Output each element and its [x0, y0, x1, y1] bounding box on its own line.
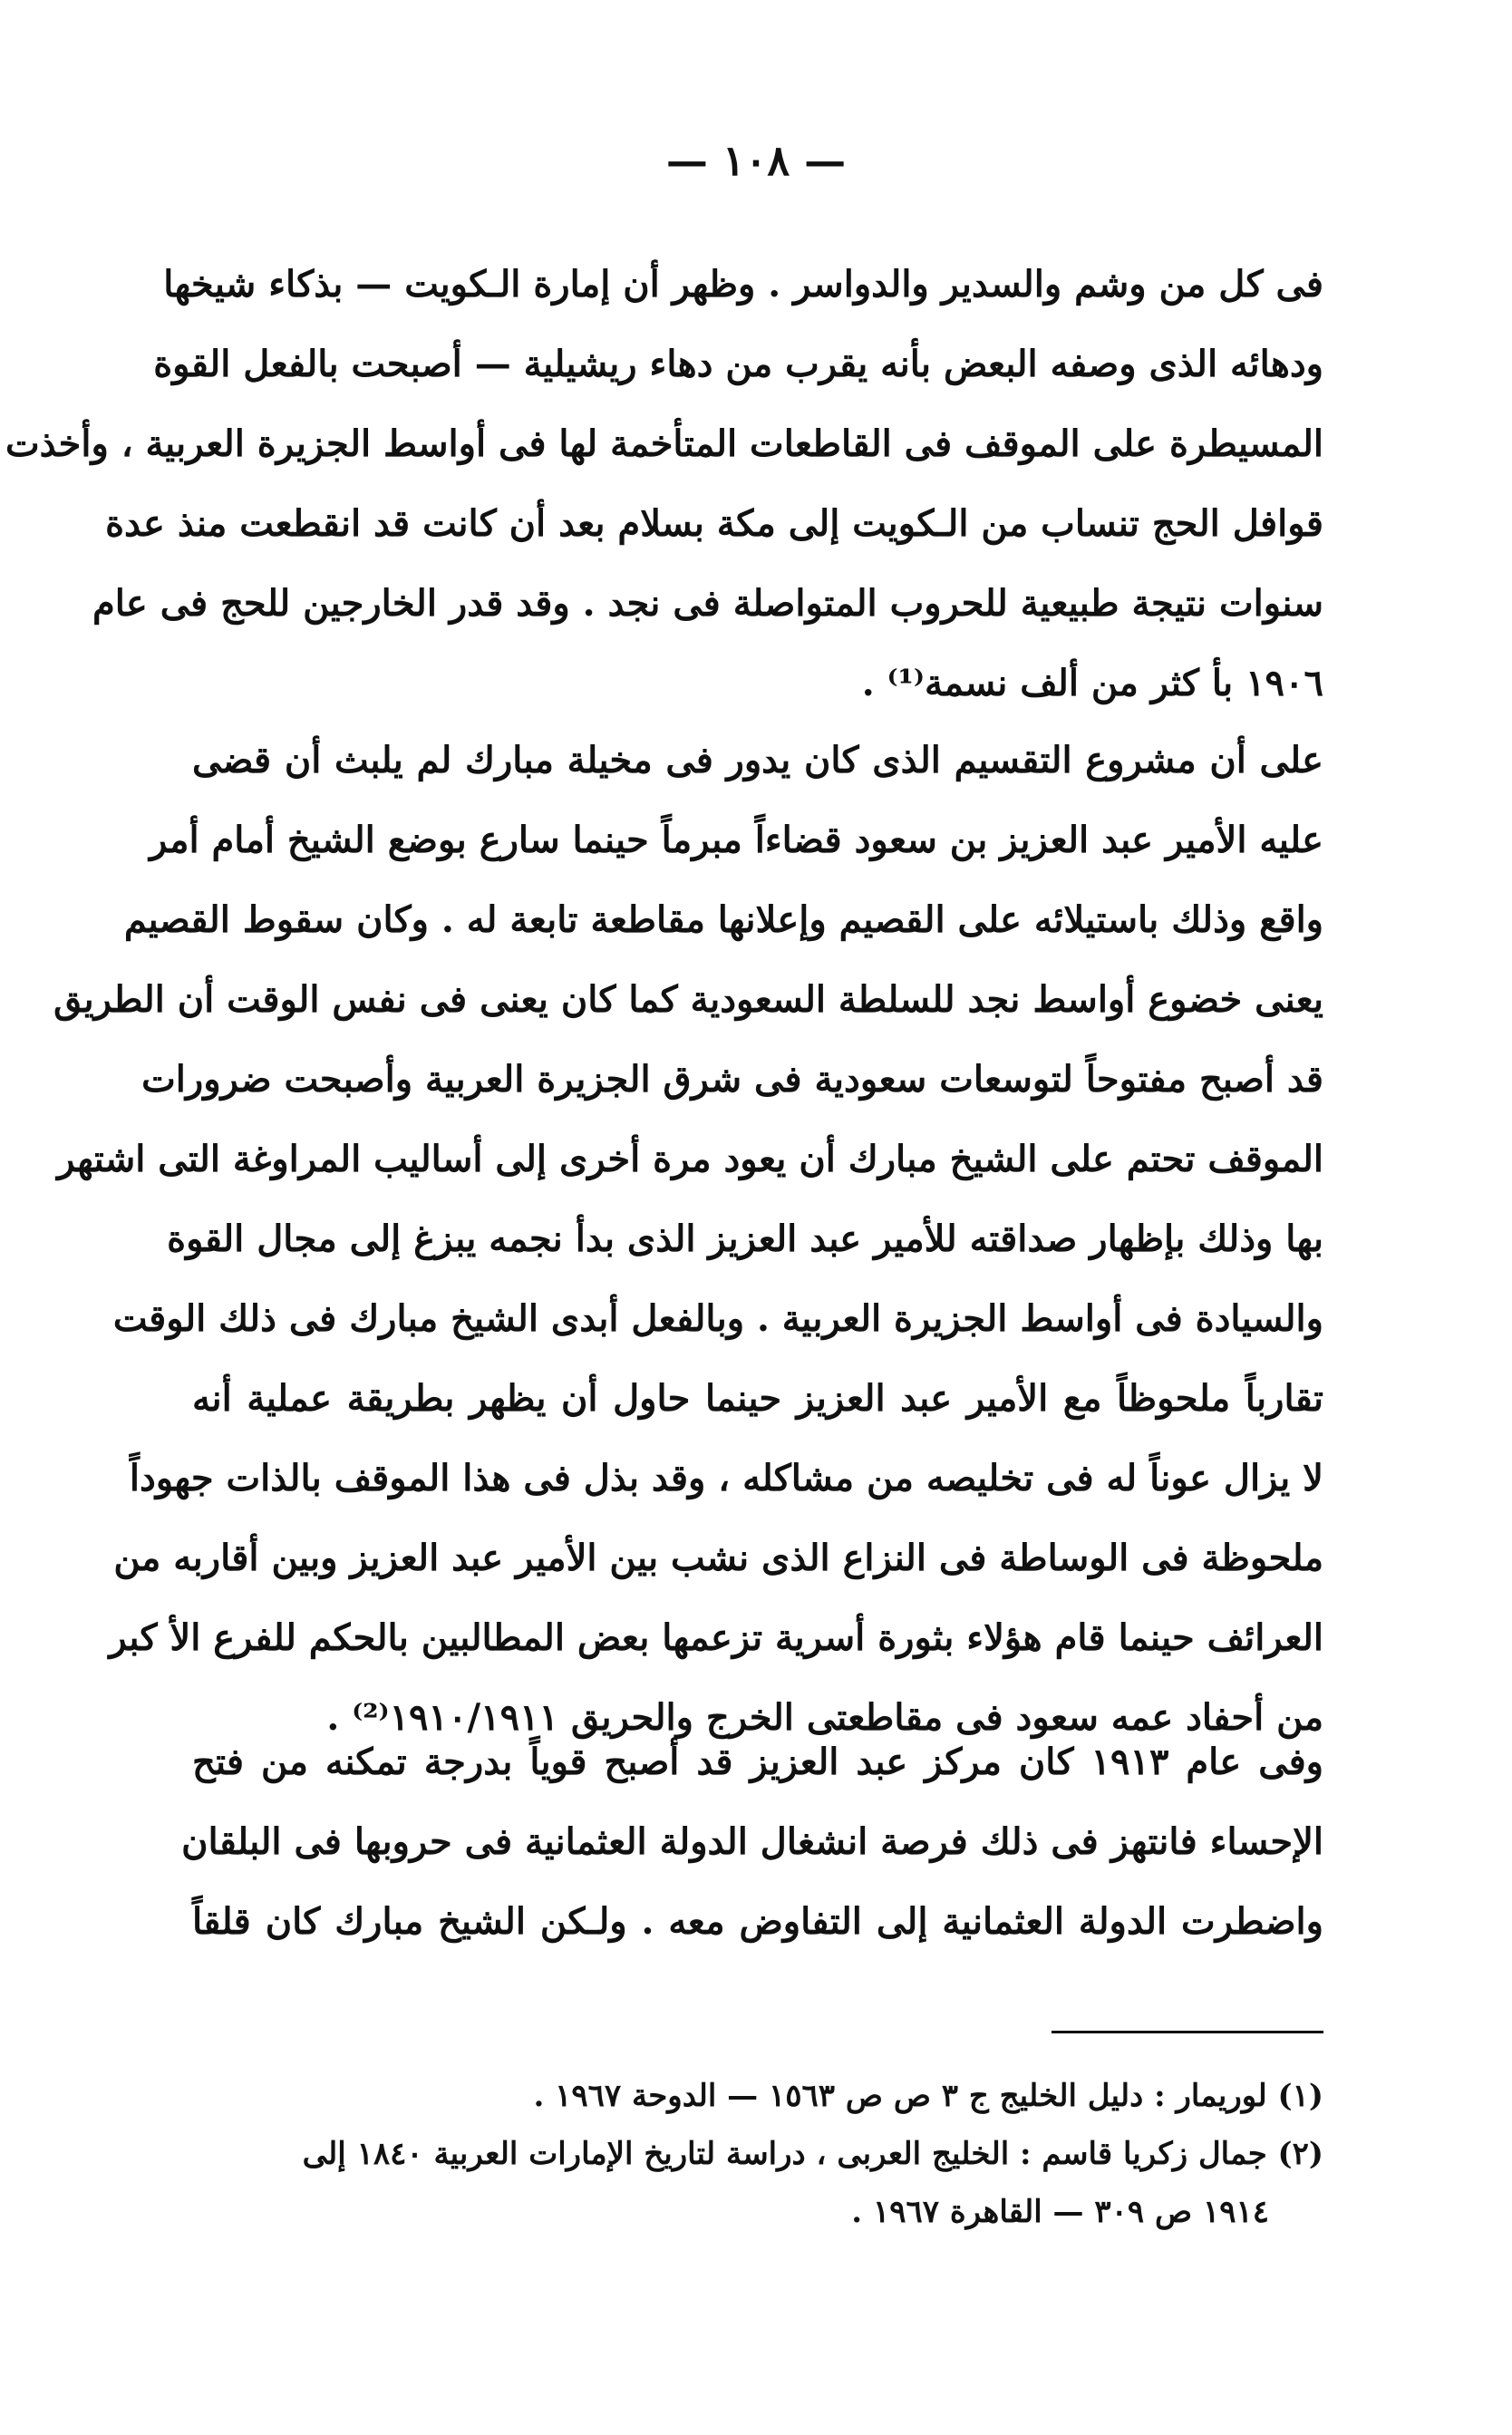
text-line: فى كل من وشم والسدير والدواسر . وظهر أن إمارة الـكويت — بذكاء شيخها [163, 263, 1323, 306]
footnote-1: (١) لوريمار : دليل الخليج ج ٣ ص ص ١٥٦٣ — الدوحة ١٩٦٧ . [533, 2078, 1323, 2114]
text-line: واضطرت الدولة العثمانية إلى التفاوض معه . ولـكن الشيخ مبارك كان قلقاً [192, 1900, 1323, 1943]
text-line: بها وذلك بإظهار صداقته للأمير عبد العزيز الذى بدأ نجمه يبزغ إلى مجال القوة [167, 1218, 1323, 1260]
footnote-2: (٢) جمال زكريا قاسم : الخليج العربى ، دراسة لتاريخ الإمارات العربية ١٨٤٠ إلى [302, 2136, 1323, 2172]
footnote-2-continuation: ١٩١٤ ص ٣٠٩ — القاهرة ١٩٦٧ . [851, 2194, 1269, 2230]
text-line: الموقف تحتم على الشيخ مبارك أن يعود مرة أخرى إلى أساليب المراوغة التى اشتهر [57, 1138, 1323, 1180]
text-line: تقارباً ملحوظاً مع الأمير عبد العزيز حينما حاول أن يظهر بطريقة عملية أنه [192, 1377, 1323, 1420]
text-line: سنوات نتيجة طبيعية للحروب المتواصلة فى نجد . وقد قدر الخارجين للحج فى عام [92, 582, 1323, 625]
text-line: العرائف حينما قام هؤلاء بثورة أسرية تزعمها بعض المطالبين بالحكم للفرع الأ كبر [109, 1616, 1323, 1659]
text-line: وفى عام ١٩١٣ كان مركز عبد العزيز قد أصبح قوياً بدرجة تمكنه من فتح [192, 1741, 1324, 1783]
text-line: عليه الأمير عبد العزيز بن سعود قضاءاً مبرماً حينما سارع بوضع الشيخ أمام أمر [149, 819, 1323, 861]
paragraph-1 [5, 245, 1323, 723]
paragraph-2 [53, 721, 1323, 1758]
text-line: ١٩٠٦ بأ كثر من ألف نسمة⁽¹⁾ . [861, 662, 1323, 704]
footnote-divider [1052, 2031, 1323, 2033]
footnotes [192, 2067, 1323, 2241]
text-line: الإحساء فانتهز فى ذلك فرصة انشغال الدولة العثمانية فى حروبها فى البلقان [181, 1820, 1323, 1863]
text-line: المسيطرة على الموقف فى القاطعات المتأخمة لها فى أواسط الجزيرة العربية ، وأخذت [5, 422, 1323, 465]
text-line: على أن مشروع التقسيم الذى كان يدور فى مخيلة مبارك لم يلبث أن قضى [192, 739, 1323, 781]
text-line: لا يزال عوناً له فى تخليصه من مشاكله ، وقد بذل فى هذا الموقف بالذات جهوداً [129, 1457, 1323, 1499]
paragraph-3 [181, 1722, 1324, 1962]
text-line: من أحفاد عمه سعود فى مقاطعتى الخرج والحريق ١٩١٠/١٩١١⁽²⁾ . [326, 1696, 1323, 1739]
page-number: — ١٠٨ — [665, 136, 847, 185]
text-line: ودهائه الذى وصفه البعض بأنه يقرب من دهاء ريشيلية — أصبحت بالفعل القوة [153, 343, 1323, 385]
text-line: قوافل الحج تنساب من الـكويت إلى مكة بسلام بعد أن كانت قد انقطعت منذ عدة [105, 502, 1323, 545]
text-line: واقع وذلك باستيلائه على القصيم وإعلانها مقاطعة تابعة له . وكان سقوط القصيم [123, 898, 1323, 941]
text-line: قد أصبح مفتوحاً لتوسعات سعودية فى شرق الجزيرة العربية وأصبحت ضرورات [141, 1058, 1323, 1101]
text-line: والسيادة فى أواسط الجزيرة العربية . وبالفعل أبدى الشيخ مبارك فى ذلك الوقت [112, 1297, 1323, 1340]
text-line: يعنى خضوع أواسط نجد للسلطة السعودية كما كان يعنى فى نفس الوقت أن الطريق [53, 978, 1323, 1021]
text-line: ملحوظة فى الوساطة فى النزاع الذى نشب بين الأمير عبد العزيز وبين أقاربه من [113, 1537, 1323, 1579]
